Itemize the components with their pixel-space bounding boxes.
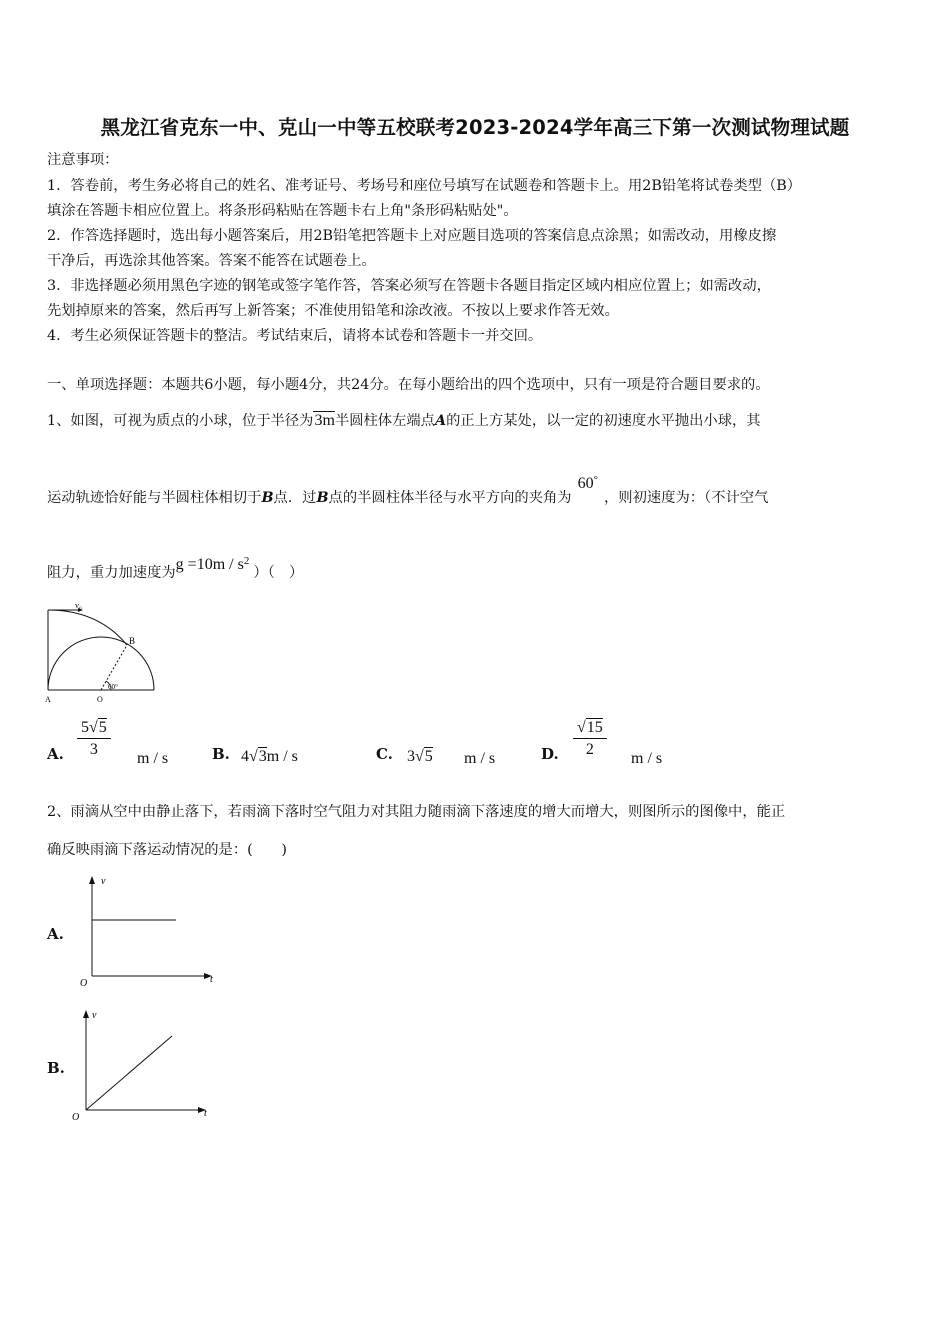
graph-linear-line [86,1036,172,1110]
notice-line: 3．非选择题必须用黑色字迹的钢笔或签字笔作答，答案必须写在答题卡各题目指定区域内相应位置上；如需改动， [47,278,771,294]
graph-y-arrow [89,876,95,884]
notice-line: 1．答卷前，考生务必将自己的姓名、准考证号、考场号和座位号填写在试题卷和答题卡上。用2B铅笔将试卷类型（B） [47,178,802,194]
section-heading: 一、单项选择题：本题共6小题，每小题4分，共24分。在每小题给出的四个选项中，只有一项是符合题目要求的。 [47,377,770,393]
option-a-value: $\frac{5√5}{3}$ [77,719,111,759]
question-1-line-3: 阻力，重力加速度为$g =10m / s^2$）（ ） [47,555,304,581]
q2-option-b[interactable]: B. [47,1059,65,1077]
graph-x-label: t [210,974,213,985]
figure-a-label: A [45,695,51,704]
figure-angle-label: 60° [108,683,118,691]
option-a[interactable]: A. [47,745,64,763]
gravity-value: $g =10m / s^2$ [175,555,250,573]
option-b[interactable]: B. [212,745,230,763]
notice-line: 4．考生必须保证答题卡的整洁。考试结束后，请将本试卷和答题卡一并交回。 [47,328,543,344]
option-b-value: 4√3m / s [241,748,298,765]
question-1-line-1: 1、如图，可视为质点的小球，位于半径为3m半圆柱体左端点A的正上方某处，以一定的初速度水平抛出小球，其 [47,412,761,429]
graph-origin-label: O [80,978,88,989]
notice-line: 填涂在答题卡相应位置上。将条形码粘贴在答题卡右上角"条形码粘贴处"。 [47,203,518,219]
question-2-line-1: 2、雨滴从空中由静止落下，若雨滴下落时空气阻力对其阻力随雨滴下落速度的增大而增大，则图所示的图像中，能正 [47,804,786,820]
figure-o-label: O [97,695,103,704]
radius-value: 3m [314,412,335,429]
angle-value: 60° [577,474,598,492]
option-d-value: $\frac{√15}{2}$ [573,719,607,759]
question-2-line-2: 确反映雨滴下落运动情况的是：( ) [47,842,287,858]
notice-line: 先划掉原来的答案，然后再写上新答案；不准使用铅笔和涂改液。不按以上要求作答无效。 [47,303,619,319]
q2-option-a[interactable]: A. [47,925,64,943]
graph-y-arrow [83,1010,89,1018]
figure-b-label: B [129,636,136,646]
figure-semicircle [48,637,154,690]
option-c[interactable]: C. [376,745,393,763]
option-a-unit: m / s [137,750,169,767]
notice-line: 2．作答选择题时，选出每小题答案后，用2B铅笔把答题卡上对应题目选项的答案信息点涂黑；如需改动，用橡皮擦 [47,228,777,244]
q2-option-b-graph [70,1006,215,1124]
graph-x-label: t [204,1108,207,1119]
page-title: 黑龙江省克东一中、克山一中等五校联考2023-2024学年高三下第一次测试物理试题 [100,116,850,139]
graph-y-label: v [92,1010,97,1021]
figure-trajectory [48,610,127,645]
graph-y-label: v [101,876,106,887]
option-d[interactable]: D. [541,745,559,763]
question-1-options [47,719,927,771]
option-c-value: 3√5 [407,748,433,765]
figure-v0-label: v₀ [75,602,82,610]
q2-option-a-graph [76,872,221,990]
question-1-figure [40,602,164,706]
notice-line: 干净后，再选涂其他答案。答案不能答在试题卷上。 [47,253,376,269]
graph-origin-label: O [72,1112,80,1123]
question-1-line-2: 运动轨迹恰好能与半圆柱体相切于B点．过B点的半圆柱体半径与水平方向的夹角为60°，则初速度为：（不计空气 [47,474,769,506]
option-c-unit: m / s [464,750,496,767]
notice-heading: 注意事项： [47,152,119,168]
option-d-unit: m / s [631,750,663,767]
